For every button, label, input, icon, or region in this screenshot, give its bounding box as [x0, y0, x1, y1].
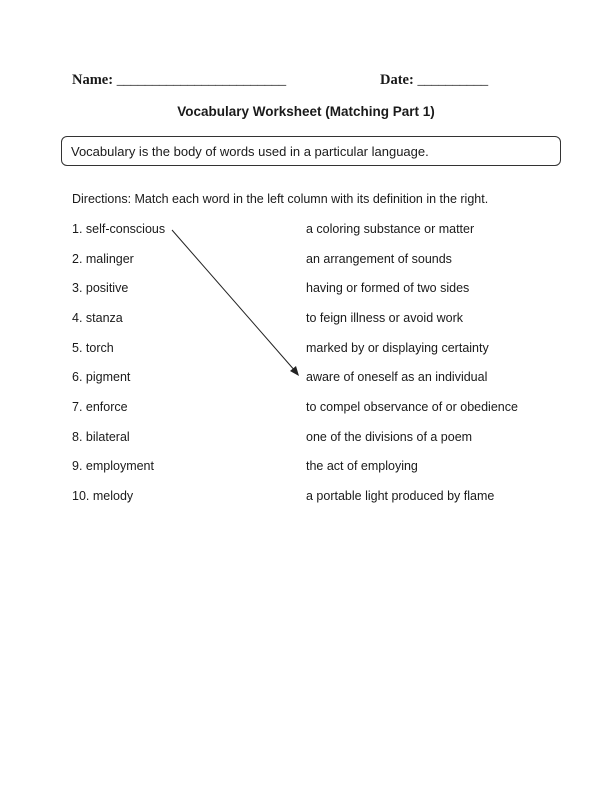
word-item[interactable]: 5. torch	[72, 341, 114, 355]
name-field[interactable]	[72, 72, 286, 89]
definition-item[interactable]: a coloring substance or matter	[306, 222, 475, 236]
word-item[interactable]: 4. stanza	[72, 311, 123, 325]
match-row	[0, 311, 612, 331]
definition-item[interactable]: the act of employing	[306, 459, 418, 473]
directions-text: Directions: Match each word in the left column with its definition in the right.	[72, 192, 489, 206]
match-row	[0, 281, 612, 301]
definition-item[interactable]: having or formed of two sides	[306, 281, 470, 295]
word-item[interactable]: 7. enforce	[72, 400, 128, 414]
name-blank[interactable]: ________________________	[116, 72, 286, 88]
word-item[interactable]: 6. pigment	[72, 370, 131, 384]
match-row	[0, 370, 612, 390]
definition-box	[61, 136, 561, 166]
name-label: Name:	[72, 72, 114, 88]
match-row	[0, 430, 612, 450]
match-row	[0, 459, 612, 479]
word-item[interactable]: 8. bilateral	[72, 430, 130, 444]
match-row	[0, 489, 612, 509]
match-row	[0, 252, 612, 272]
definition-item[interactable]: a portable light produced by flame	[306, 489, 495, 503]
match-row	[0, 222, 612, 242]
date-field[interactable]	[380, 72, 488, 89]
definition-item[interactable]: to feign illness or avoid work	[306, 311, 464, 325]
definition-item[interactable]: aware of oneself as an individual	[306, 370, 488, 384]
date-label: Date:	[380, 72, 414, 88]
match-row	[0, 400, 612, 420]
word-item[interactable]: 9. employment	[72, 459, 154, 473]
worksheet-title: Vocabulary Worksheet (Matching Part 1)	[177, 104, 435, 119]
word-item[interactable]: 10. melody	[72, 489, 134, 503]
definition-item[interactable]: to compel observance of or obedience	[306, 400, 518, 414]
definition-item[interactable]: one of the divisions of a poem	[306, 430, 473, 444]
match-row	[0, 341, 612, 361]
definition-item[interactable]: an arrangement of sounds	[306, 252, 452, 266]
word-item[interactable]: 3. positive	[72, 281, 129, 295]
word-item[interactable]: 2. malinger	[72, 252, 134, 266]
definition-item[interactable]: marked by or displaying certainty	[306, 341, 489, 355]
date-blank[interactable]: __________	[417, 72, 488, 88]
definition-text: Vocabulary is the body of words used in a particular language.	[71, 144, 429, 159]
word-item[interactable]: 1. self-conscious	[72, 222, 166, 236]
